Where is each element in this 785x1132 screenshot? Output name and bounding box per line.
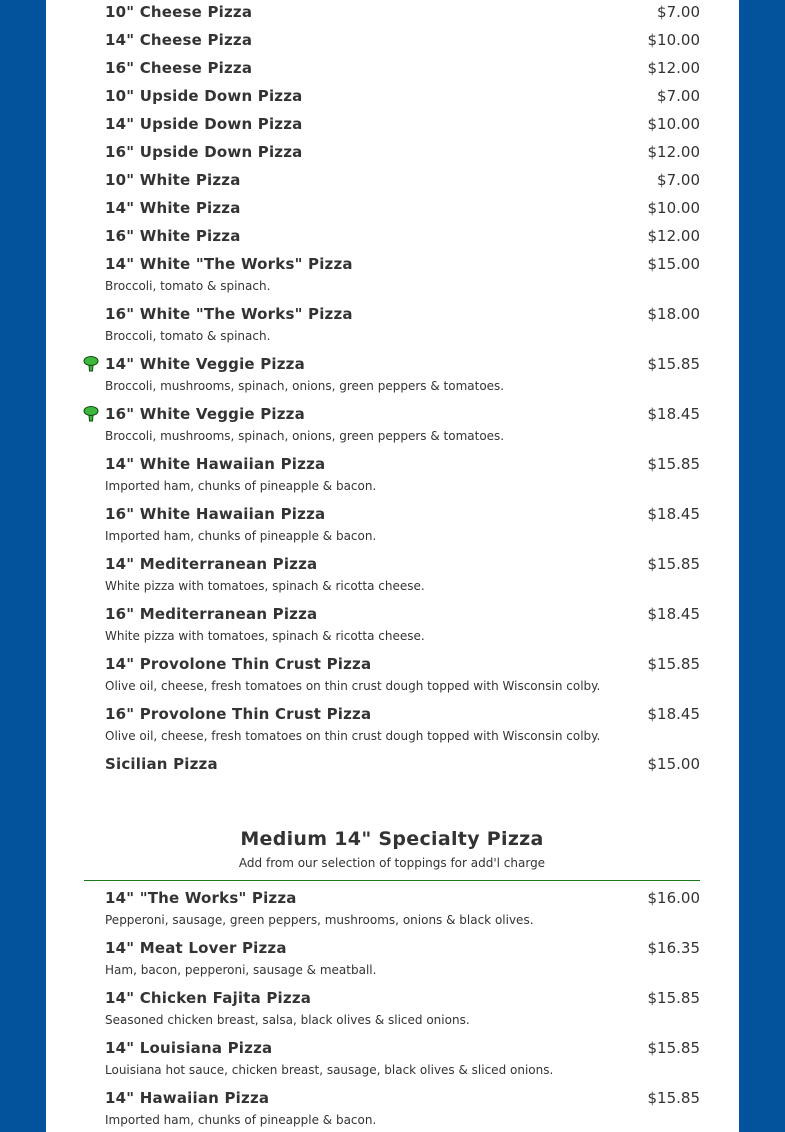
menu-item (46, 452, 739, 502)
menu-item-description: Imported ham, chunks of pineapple & bacon. (105, 1113, 377, 1127)
menu-item-price: $15.85 (647, 989, 700, 1007)
menu-item (46, 1086, 739, 1132)
menu-item-description: Imported ham, chunks of pineapple & bacon. (105, 479, 377, 493)
menu-item-price: $12.00 (647, 59, 700, 77)
menu-item-price: $18.45 (647, 605, 700, 623)
menu-item-name: 14" "The Works" Pizza (105, 889, 297, 907)
menu-item-name: 14" Meat Lover Pizza (105, 939, 287, 957)
menu-item-price: $18.45 (647, 505, 700, 523)
menu-item (46, 886, 739, 936)
menu-item-price: $10.00 (647, 115, 700, 133)
menu-item-price: $15.85 (647, 355, 700, 373)
menu-item-name: 10" Upside Down Pizza (105, 87, 303, 105)
menu-item (46, 352, 739, 402)
menu-item-description: Pepperoni, sausage, green peppers, mushrooms, onions & black olives. (105, 913, 534, 927)
menu-item-name: 14" Louisiana Pizza (105, 1039, 273, 1057)
menu-item-name: 14" White "The Works" Pizza (105, 255, 353, 273)
menu-item-description: Broccoli, mushrooms, spinach, onions, green peppers & tomatoes. (105, 429, 505, 443)
menu-item (46, 936, 739, 986)
menu-item-description: White pizza with tomatoes, spinach & ricotta cheese. (105, 629, 425, 643)
menu-item-price: $15.00 (647, 255, 700, 273)
menu-page (46, 0, 739, 1132)
menu-item-name: 14" Provolone Thin Crust Pizza (105, 655, 372, 673)
menu-item-name: 10" White Pizza (105, 171, 241, 189)
menu-item-price: $18.00 (647, 305, 700, 323)
menu-item-price: $16.00 (647, 889, 700, 907)
menu-item-name: 14" White Hawaiian Pizza (105, 455, 326, 473)
menu-item-description: Broccoli, mushrooms, spinach, onions, green peppers & tomatoes. (105, 379, 505, 393)
specialty-pizza-list (46, 886, 739, 1132)
menu-item-price: $10.00 (647, 31, 700, 49)
menu-item (46, 302, 739, 352)
menu-item-description: Imported ham, chunks of pineapple & bacon. (105, 529, 377, 543)
menu-item-price: $7.00 (657, 87, 700, 105)
section-title: Medium 14" Specialty Pizza (240, 828, 544, 850)
menu-item-description: Olive oil, cheese, fresh tomatoes on thin crust dough topped with Wisconsin colby. (105, 679, 601, 693)
menu-item-name: 14" Hawaiian Pizza (105, 1089, 270, 1107)
menu-item-price: $12.00 (647, 227, 700, 245)
menu-item-name: 14" Mediterranean Pizza (105, 555, 318, 573)
menu-item-name: 16" White "The Works" Pizza (105, 305, 353, 323)
pizza-menu-list (46, 0, 739, 780)
section-divider (84, 880, 700, 881)
menu-item (46, 0, 739, 28)
menu-item (46, 652, 739, 702)
menu-item (46, 402, 739, 452)
menu-item-name: 14" Upside Down Pizza (105, 115, 303, 133)
menu-item-price: $15.85 (647, 655, 700, 673)
menu-item (46, 502, 739, 552)
menu-item-description: Broccoli, tomato & spinach. (105, 329, 271, 343)
menu-item (46, 252, 739, 302)
menu-item-name: 14" Cheese Pizza (105, 31, 253, 49)
menu-item-name: 14" Chicken Fajita Pizza (105, 989, 312, 1007)
menu-item-price: $18.45 (647, 705, 700, 723)
menu-item (46, 1036, 739, 1086)
menu-item-description: Broccoli, tomato & spinach. (105, 279, 271, 293)
menu-item-description: Ham, bacon, pepperoni, sausage & meatball. (105, 963, 377, 977)
broccoli-icon (83, 356, 99, 372)
menu-item-price: $15.85 (647, 455, 700, 473)
menu-item (46, 752, 739, 780)
menu-item (46, 552, 739, 602)
menu-item-price: $12.00 (647, 143, 700, 161)
menu-item-price: $7.00 (657, 3, 700, 21)
menu-item-description: White pizza with tomatoes, spinach & ricotta cheese. (105, 579, 425, 593)
menu-item (46, 224, 739, 252)
menu-item-name: 14" White Veggie Pizza (105, 355, 305, 373)
menu-item-name: 16" White Veggie Pizza (105, 405, 305, 423)
menu-item (46, 196, 739, 224)
menu-item-name: Sicilian Pizza (105, 755, 218, 773)
menu-item-price: $18.45 (647, 405, 700, 423)
menu-item (46, 140, 739, 168)
menu-item-name: 16" Upside Down Pizza (105, 143, 303, 161)
menu-item (46, 986, 739, 1036)
menu-item (46, 702, 739, 752)
menu-item-name: 16" Mediterranean Pizza (105, 605, 318, 623)
menu-item (46, 84, 739, 112)
menu-item-name: 16" Provolone Thin Crust Pizza (105, 705, 372, 723)
broccoli-icon (83, 406, 99, 422)
menu-item-price: $15.85 (647, 1089, 700, 1107)
menu-item (46, 56, 739, 84)
menu-item (46, 168, 739, 196)
menu-item-price: $10.00 (647, 199, 700, 217)
menu-item-price: $15.00 (647, 755, 700, 773)
menu-item (46, 112, 739, 140)
menu-item-name: 10" Cheese Pizza (105, 3, 253, 21)
menu-item-name: 16" White Hawaiian Pizza (105, 505, 326, 523)
menu-item-name: 16" White Pizza (105, 227, 241, 245)
menu-item-description: Louisiana hot sauce, chicken breast, sausage, black olives & sliced onions. (105, 1063, 554, 1077)
menu-item (46, 602, 739, 652)
menu-item-price: $7.00 (657, 171, 700, 189)
menu-item-description: Seasoned chicken breast, salsa, black olives & sliced onions. (105, 1013, 470, 1027)
menu-item-name: 16" Cheese Pizza (105, 59, 253, 77)
menu-item-price: $15.85 (647, 555, 700, 573)
menu-item-description: Olive oil, cheese, fresh tomatoes on thin crust dough topped with Wisconsin colby. (105, 729, 601, 743)
menu-item-price: $16.35 (647, 939, 700, 957)
menu-item (46, 28, 739, 56)
menu-item-price: $15.85 (647, 1039, 700, 1057)
menu-item-name: 14" White Pizza (105, 199, 241, 217)
section-subtitle: Add from our selection of toppings for add'l charge (238, 856, 546, 870)
